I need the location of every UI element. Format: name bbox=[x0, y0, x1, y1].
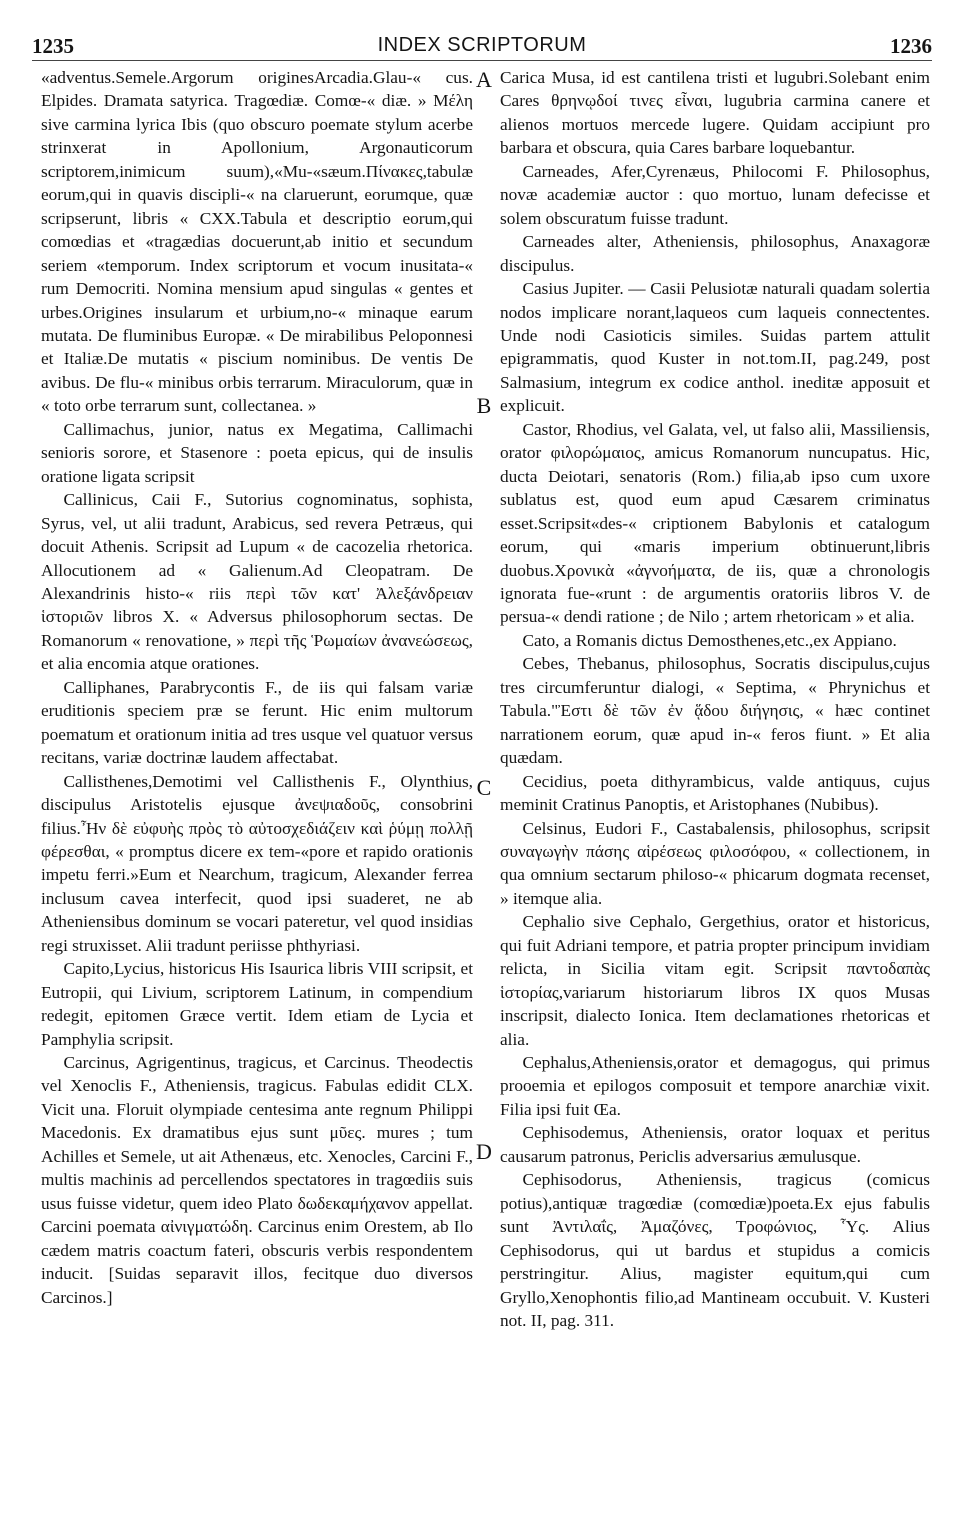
entry-calliphanes: Calliphanes, Parabrycontis F., de iis qui falsam variæ eruditionis speciem præ se ferunt. Hic enim multorum poematum et orationum initia ad tres usque vel quatuor versus recitans, variæ doctrinæ laudem affectabat. bbox=[41, 677, 473, 768]
entry-cephisodorus: Cephisodorus, Atheniensis, tragicus (comicus potius),antiquæ tragœdiæ (comœdiæ)poeta.Ex ejus fabulis sunt Ἀντιλαΐς, Ἀμαζόνες, Τροφώνιος, Ὗς. Alius Cephisodorus, qui ut bardus et stupidus a comicis perstringitur. Alius, magister equitum,qui cum Gryllo,Xenophontis filio,ad Mantineam occubuit. V. Kusteri not. II, pag. 311. bbox=[500, 1170, 930, 1331]
entry-cecidius: Cecidius, poeta dithyrambicus, valde antiquus, cujus meminit Cratinus Panoptis, et Aristophanes (Nubibus). bbox=[500, 771, 930, 815]
entry-cephalus: Cephalus,Atheniensis,orator et demagogus, qui primus prooemia et epilogos composuit et tempore anarchiæ vixit. Filia ipsi fuit Œa. bbox=[500, 1053, 930, 1119]
entry-carcinus: Carcinus, Agrigentinus, tragicus, et Carcinus. Theodectis vel Xenoclis F., Atheniensis, tragicus. Fabulas edidit CLX. Vicit una. Floruit olympiade centesima ante regnum Philippi Macedonis. Ex dramatibus ejus sunt μῦες. mures ; tum Achilles et Semele, ut ait Athenæus, etc. Xenocles, Carcini F., multis machinis ad percellendos spectatores in tragœdiis suis usus fuisse videtur, quem ideo Plato δωδεκαμήχανον appellat. Carcini poemata αἰνιγματώδη. Carcinus enim Orestem, ab Ilo cædem matris coactum fateri, obscuris verbis respondentem inducit. [Suidas separavit illos, fecitque duo diversos Carcinos.] bbox=[41, 1053, 473, 1307]
entry-carneades: Carneades, Afer,Cyrenæus, Philocomi F. Philosophus, novæ academiæ auctor : quo mortuo, lunam defecisse et solem obscuratum fuisse tradunt. bbox=[500, 161, 930, 228]
margin-letter-a: A bbox=[476, 67, 492, 92]
entry-callimachus-works-continued: «adventus.Semele.Argorum originesArcadia.Glau-« cus. Elpides. Dramata satyrica. Tragœdiæ. Comœ-« diæ. » Μέλη sive carmina lyrica Ibis (quo obscuro poemate stylum acerbe strinxerat in Apollonium, Argonauticorum scriptorem,inimicum suum),«Mu-«sæum.Πίνακες,tabulæ eorum,qui in quavis discipli-« na claruerunt, eorumque, quæ scripserunt, libris « CXX.Tabula et descriptio eorum,qui comœdias et «tragædias docuerunt,ab initio et secundum seriem «temporum. Index scriptorum et vocum inusitata-« rum Democriti. Nomina mensium apud singulas « gentes et urbes.Origines insularum et urbium,no-« minaque earum mutata. De fluminibus Europæ. « De mirabilibus Peloponnesi et Italiæ.De mutatis « piscium nominibus. De ventis De avibus. De flu-« minibus orbis terrarum. Miraculorum, quæ in « toto orbe terrarum sunt, collectanea. » bbox=[41, 68, 473, 416]
entry-cato: Cato, a Romanis dictus Demosthenes,etc.,ex Appiano. bbox=[522, 630, 897, 650]
margin-letter-b: B bbox=[476, 393, 492, 418]
page-number-right: 1236 bbox=[890, 34, 932, 58]
entry-callinicus: Callinicus, Caii F., Sutorius cognominatus, sophista, Syrus, vel, ut alii tradunt, Arabicus, sed revera Petræus, qui docuit Athenis. Scripsit ad Lupum « de cacozelia rhetorica. Allocutionem ad « Galienum.Ad Cleopatram. De Alexandrinis histo-« riis περὶ τῶν κατ' Ἀλεξάνδρειαν ἱστοριῶν libros X. « Adversus philosophorum sectas. De Romanorum « renovatione, » περὶ τῆς Ῥωμαίων ἀνανεώσεως, et alia encomia atque orationes. bbox=[41, 490, 473, 674]
page-header bbox=[32, 34, 932, 61]
entry-celsinus: Celsinus, Eudori F., Castabalensis, philosophus, scripsit συναγωγὴν πάσης αἱρέσεως φιλοσόφου, « collectionem, in qua omnium sectarum philoso-« phicarum dogmata recenset, » itemque alia. bbox=[500, 818, 930, 908]
margin-letter-c: C bbox=[476, 775, 492, 800]
entry-callimachus-junior: Callimachus, junior, natus ex Megatima, Callimachi senioris sorore, et Stasenore : poeta epicus, qui de insulis oratione ligata scripsit bbox=[41, 419, 473, 486]
entry-cebes: Cebes, Thebanus, philosophus, Socratis discipulus,cujus tres circumferuntur dialogi, « Septima, « Phrynichus et Tabula."Ἐστι δὲ τῶν ἐν ᾅδου διήγησις, « hæc continet narrationem eorum, quæ apud in-« feros fiunt. » Et alia quædam. bbox=[500, 654, 930, 768]
entry-cephalio: Cephalio sive Cephalo, Gergethius, orator et historicus, qui fuit Adriani tempore, et patria propter principum invidiam relicta, in Sicilia vitam egit. Scripsit παντοδαπὰς ἱστορίας,variarum historiarum libros IX quos Musas inscripsit, dialecto Ionica. Item declamationes rhetoricas et alia. bbox=[500, 912, 930, 1049]
running-title: INDEX SCRIPTORUM bbox=[377, 34, 587, 56]
entry-casius-jupiter: Casius Jupiter. — Casii Pelusiotæ naturali quadam solertia nodos implicare norant,laqueos cum laqueis connectentes. Unde nodi Casioticis similes. Suidas partem attulit epigrammatis, quod Kuster in not.tom.II, pag.249, post Salmasium, integrum ex codice anthol. ineditæ apposuit et explicuit. bbox=[500, 279, 930, 416]
entry-capito: Capito,Lycius, historicus His Isaurica libris VIII scripsit, et Eutropii, qui Livium, scriptorem Latinum, in compendium redegit, epitomen Græce vertit. Idem etiam de Lycia et Pamphylia scripsit. bbox=[41, 959, 473, 1049]
entry-castor: Castor, Rhodius, vel Galata, vel, ut falso alii, Massiliensis, orator φιλορώμαιος, amicus Romanorum nuncupatus. Hic, ducta Deiotari, senatoris (Rom.) filia,ab ipso cum uxore sublatus est, quod eum apud Cæsarem criminatus esset.Scripsit«des-« criptionem Babylonis et catalogum eorum, qui «maris imperium obtinuerunt,libris duobus.Χρονικὰ «ἀγνοήματα, de iis, quæ a chronologis ignorata fue-«runt : de argumentis oratoriis libros V. de persua-« dendi ratione ; de Nilo ; artem rhetoricam » et alia. bbox=[500, 419, 930, 627]
margin-letter-d: D bbox=[476, 1139, 492, 1164]
right-column bbox=[500, 66, 930, 1332]
entry-carneades-alter: Carneades alter, Atheniensis, philosophus, Anaxagoræ discipulus. bbox=[500, 232, 930, 275]
entry-callisthenes: Callisthenes,Demotimi vel Callisthenis F., Olynthius, discipulus Aristotelis ejusque ἀνεψιαδοῦς, consobrini filius.Ἦν δὲ εὐφυὴς πρὸς τὸ αὐτοσχεδιάζειν καὶ ῥύμῃ πολλῇ φέρεσθαι, « promptus dicere ex tem-«pore et rapido orationis impetu ferri.»Eum et Nearchum, tragicum, Alexander ferrea inclusum cavea interfecit, quod ipsi suaderet, ne ab Atheniensibus dominum se vocari pateretur, vel quod insidias regi struxisset. Alii tradunt periisse phthyriasi. bbox=[41, 771, 473, 955]
entry-cephisodemus: Cephisodemus, Atheniensis, orator loquax et peritus causarum patronus, Periclis adversarius æmulusque. bbox=[500, 1123, 930, 1166]
entry-carica-musa: Carica Musa, id est cantilena tristi et lugubri.Solebant enim Cares θρηνῳδοί τινες εἶναι, lugubria carmina canere et alienos mortuos mercede lugere. Quidam accipiunt pro barbara et obscura, quia Cares barbare loquebantur. bbox=[500, 68, 930, 158]
page-number-left: 1235 bbox=[32, 34, 74, 58]
left-column bbox=[41, 66, 473, 1309]
